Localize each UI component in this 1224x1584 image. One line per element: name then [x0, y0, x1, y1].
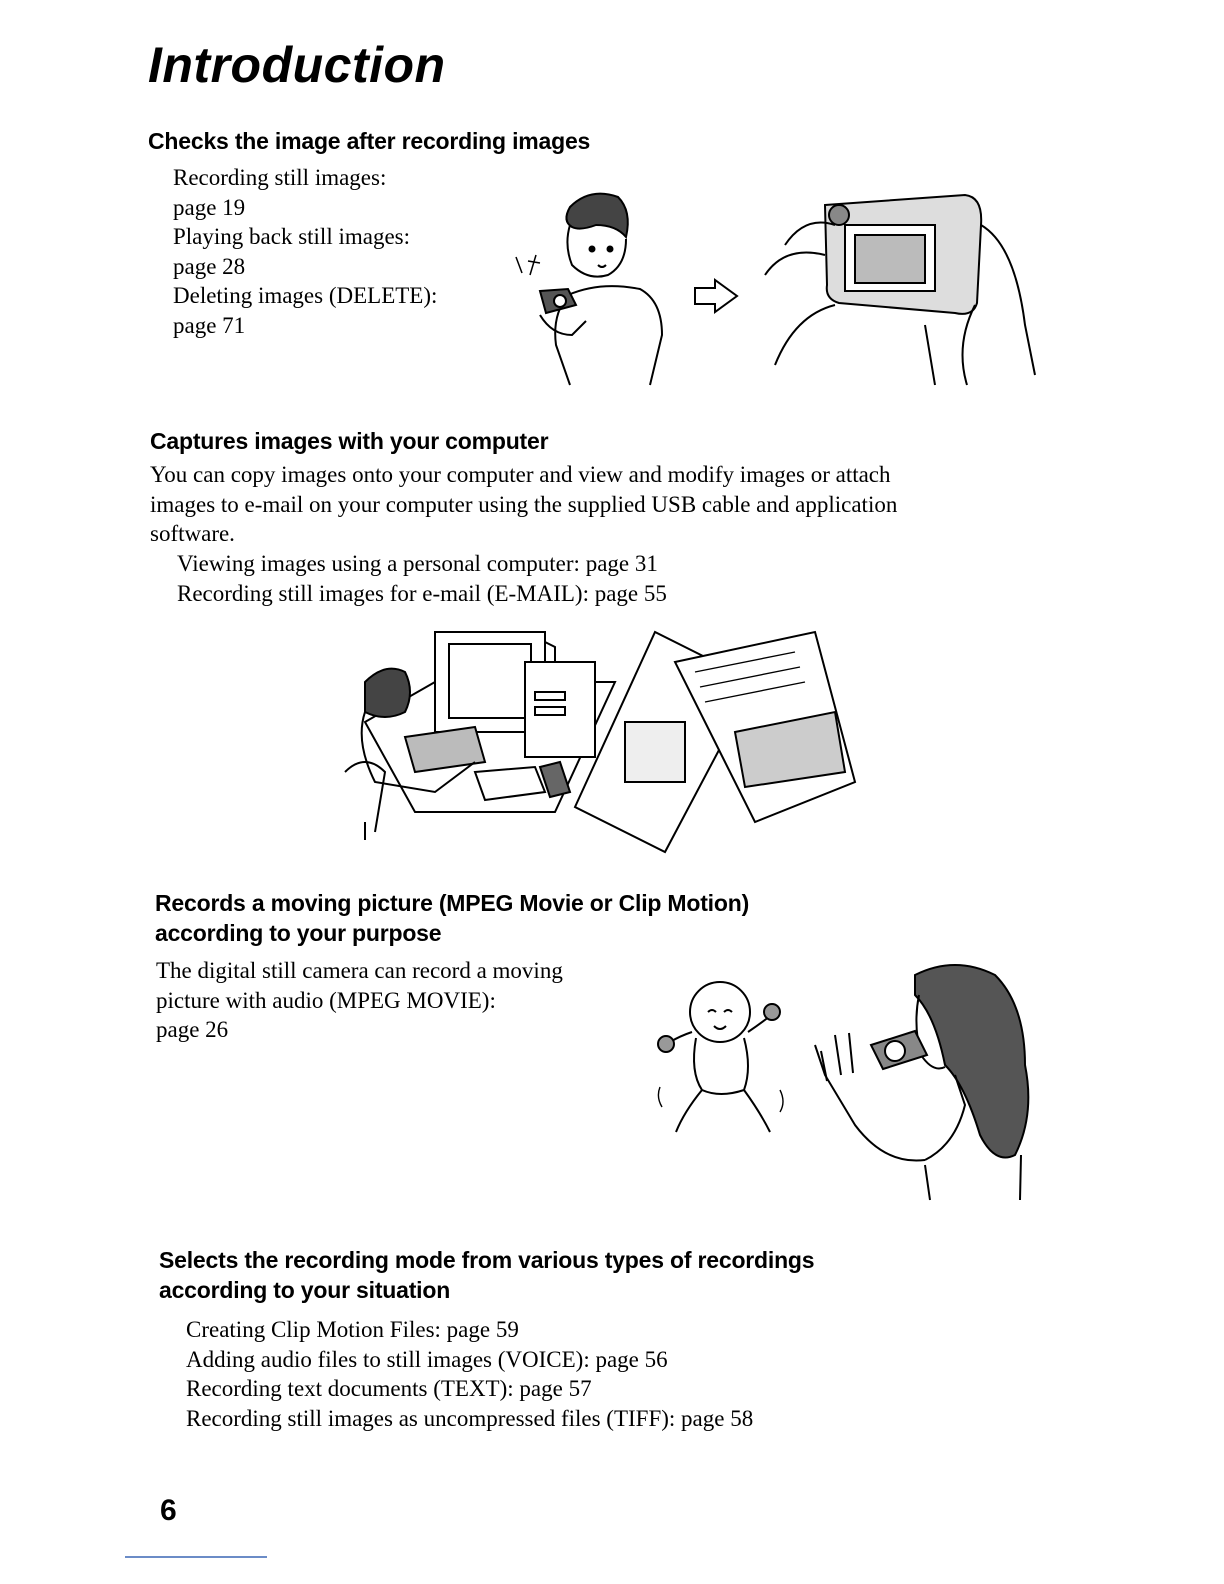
text-line: Recording text documents (TEXT): page 57 [186, 1376, 592, 1401]
text-line: images to e-mail on your computer using the supplied USB cable and application [150, 491, 898, 517]
arrow-right-icon [693, 278, 743, 318]
divider-line [125, 1556, 267, 1558]
woman-with-camera-illustration [795, 955, 1045, 1205]
hands-holding-camera-illustration [755, 185, 1040, 390]
text-line: page 28 [173, 253, 246, 279]
text-line: picture with audio (MPEG MOVIE): [156, 987, 496, 1013]
section-body-recording-mode [186, 1315, 753, 1433]
text-line: software. [150, 521, 235, 546]
text-line: You can copy images onto your computer and view and modify images or attach [150, 462, 891, 487]
section-sub-computer [177, 549, 667, 608]
section-heading-computer: Captures images with your computer [150, 428, 549, 454]
computer-desk-illustration [335, 622, 865, 840]
text-line: The digital still camera can record a moving [156, 958, 563, 983]
section-heading-movie: Records a moving picture (MPEG Movie or Clip Motion) according to your purpose [155, 890, 750, 946]
text-line: Creating Clip Motion Files: page 59 [186, 1317, 519, 1342]
text-line: Recording still images: [173, 165, 387, 190]
section-heading-checks: Checks the image after recording images [148, 128, 591, 154]
section-body-computer [150, 460, 897, 549]
section-body-movie [156, 956, 563, 1045]
text-line: Viewing images using a personal computer: page 31 [177, 551, 658, 576]
text-line: page 71 [173, 312, 246, 338]
text-line: Adding audio files to still images (VOICE): page 56 [186, 1346, 668, 1372]
section-body-checks [173, 163, 437, 340]
page-number: 6 [160, 1494, 177, 1527]
boy-with-camera-illustration [500, 185, 680, 390]
text-line: page 26 [156, 1017, 229, 1042]
text-line: Deleting images (DELETE): [173, 283, 438, 308]
section-heading-recording-mode: Selects the recording mode from various types of recordings according to your situation [159, 1247, 815, 1303]
page-title: Introduction [148, 37, 446, 93]
text-line: Recording still images for e-mail (E-MAIL): page 55 [177, 580, 667, 606]
text-line: page 19 [173, 194, 246, 220]
baby-illustration [640, 972, 820, 1142]
text-line: Playing back still images: [173, 224, 410, 249]
text-line: Recording still images as uncompressed files (TIFF): page 58 [186, 1405, 754, 1431]
